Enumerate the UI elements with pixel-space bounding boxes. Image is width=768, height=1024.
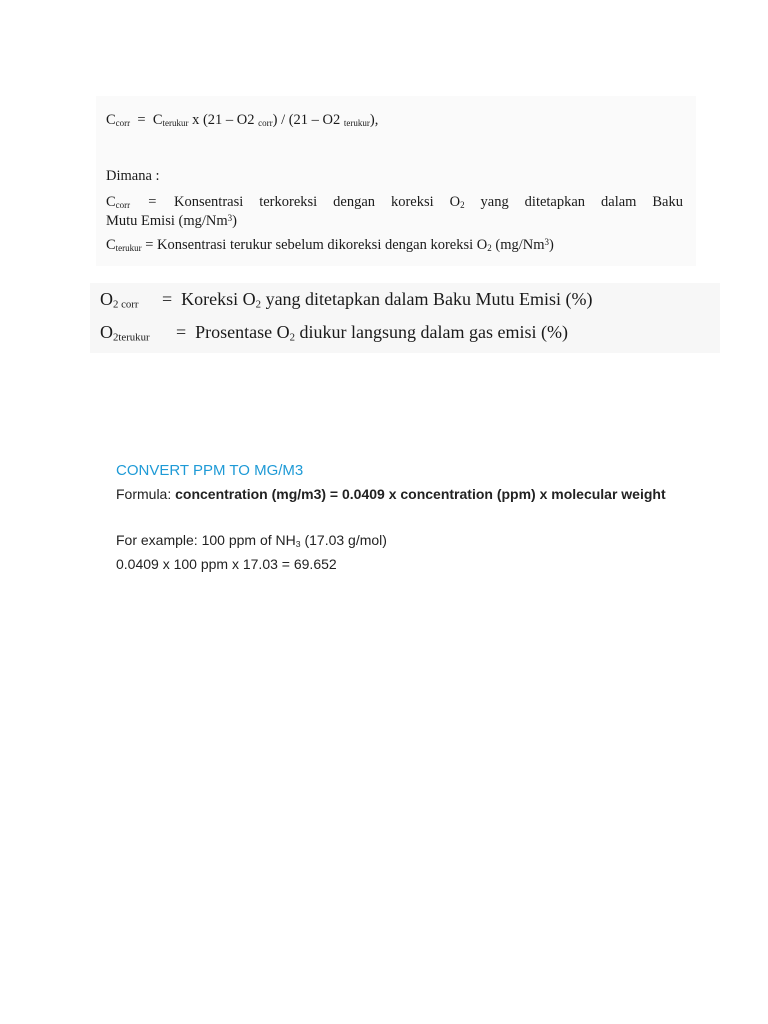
ccorr-line2b: ) [232, 213, 237, 229]
o2terukur-sub: 2terukur [113, 331, 150, 344]
formula-c2: C [152, 112, 163, 128]
o2corr-text-a: Koreksi O [176, 289, 256, 309]
dimana-label: Dimana : [106, 168, 160, 184]
o2terukur-o: O [100, 322, 113, 342]
o2corr-o: O [100, 289, 113, 309]
formula-corr-sub: corr [115, 118, 131, 129]
o2corr-text-b: yang ditetapkan dalam Baku Mutu Emisi (%) [261, 289, 593, 309]
convert-title: CONVERT PPM TO MG/M3 [116, 462, 304, 479]
correction-formula-block [96, 96, 696, 266]
formula-o2corr-sub: corr [258, 118, 273, 129]
o2-definitions-block [90, 283, 720, 353]
ccorr-c: C [106, 194, 116, 210]
correction-formula [106, 112, 378, 129]
ccorr-line1-text: Konsentrasi terkoreksi dengan koreksi O [174, 194, 461, 210]
formula-eq: = [137, 112, 146, 128]
ccorr-line1b-text: yang ditetapkan dalam Baku [464, 194, 683, 210]
o2corr-term [100, 289, 162, 310]
example-sub: 3 [295, 539, 301, 550]
ccorr-sub: corr [115, 200, 131, 211]
ppm-conversion-block [116, 460, 716, 590]
formula-c: C [106, 112, 116, 128]
o2corr-eq: = [162, 289, 173, 309]
formula-o2terukur-sub: terukur [343, 118, 370, 129]
definition-o2corr [100, 289, 593, 310]
cterukur-text-a: = Konsentrasi terukur sebelum dikoreksi dengan koreksi O [141, 237, 488, 253]
o2corr-sub: 2 corr [113, 298, 139, 311]
cterukur-text-b: (mg/Nm [491, 237, 545, 253]
formula-label: Formula: [116, 486, 176, 502]
example-text-a: For example: 100 ppm of NH [116, 532, 296, 548]
o2terukur-text-b: diukur langsung dalam gas emisi (%) [295, 322, 568, 342]
ccorr-eq: = [148, 194, 157, 210]
ccorr-line2a: Mutu Emisi (mg/Nm [106, 213, 228, 229]
conversion-calculation: 0.0409 x 100 ppm x 17.03 = 69.652 [116, 556, 337, 572]
o2terukur-text-a: Prosentase O [190, 322, 290, 342]
conversion-formula [116, 486, 666, 502]
formula-mid1: x (21 – O2 [188, 112, 259, 128]
definition-ccorr [106, 193, 683, 231]
o2terukur-term [100, 322, 176, 343]
o2corr-o2-sub: 2 [255, 298, 262, 311]
cterukur-text-c: ) [549, 237, 554, 253]
formula-end: ), [369, 112, 379, 128]
o2terukur-eq: = [176, 322, 187, 342]
formula-mid2: ) / (21 – O2 [272, 112, 344, 128]
conversion-example [116, 532, 387, 548]
definition-cterukur [106, 237, 554, 254]
cterukur-c: C [106, 237, 116, 253]
cterukur-sup: 3 [544, 236, 550, 247]
cterukur-sub: terukur [115, 243, 142, 254]
ccorr-line2-sup: 3 [227, 212, 233, 223]
formula-terukur-sub: terukur [162, 118, 189, 129]
cterukur-o2-sub: 2 [487, 243, 492, 254]
o2terukur-o2-sub: 2 [289, 331, 296, 344]
ccorr-line2 [106, 212, 683, 231]
example-text-b: (17.03 g/mol) [300, 532, 387, 548]
formula-text: concentration (mg/m3) = 0.0409 x concentration (ppm) x molecular weight [175, 486, 666, 502]
ccorr-o2-sub: 2 [460, 200, 465, 211]
ccorr-line1 [174, 193, 683, 212]
definition-o2terukur [100, 322, 568, 343]
